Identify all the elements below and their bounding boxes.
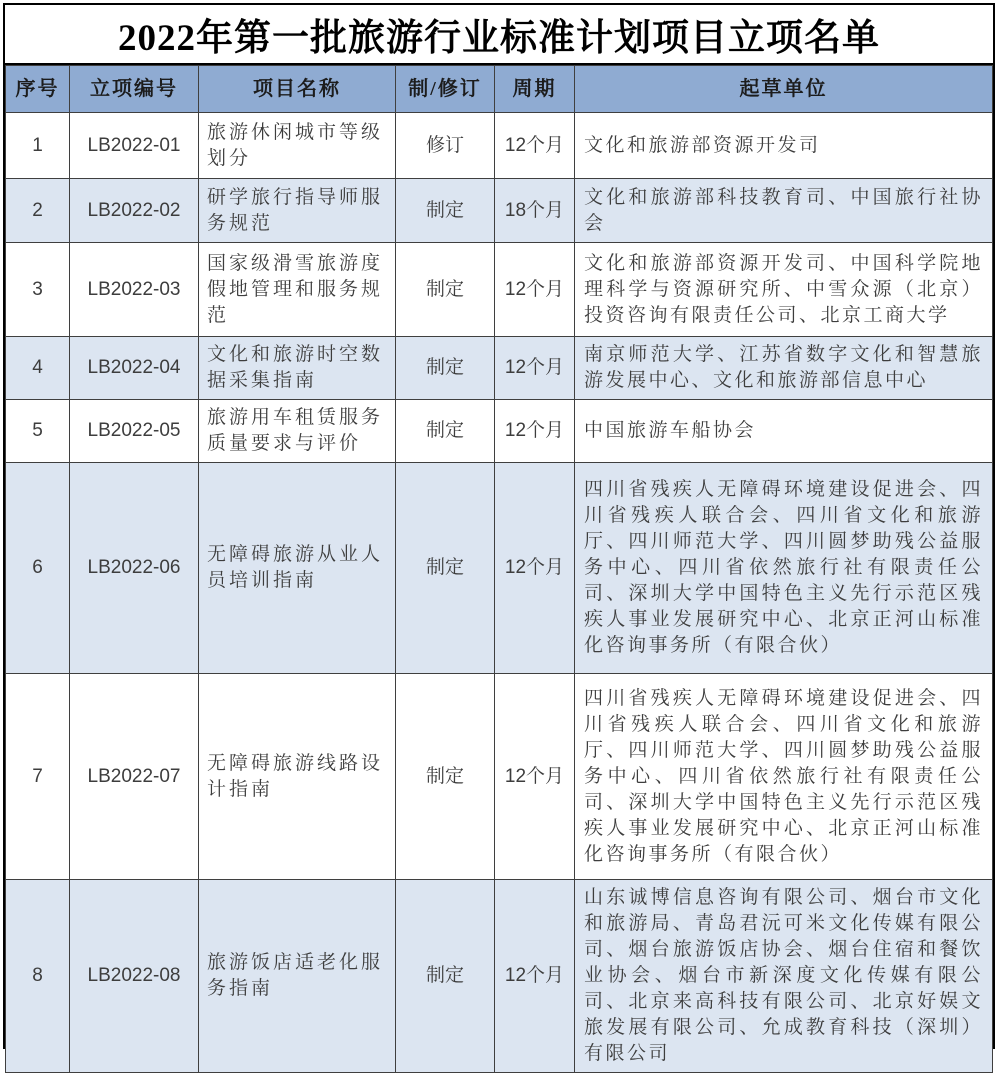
cell-drafting-units: 文化和旅游部资源开发司 [575,113,993,179]
cell-project-code: LB2022-05 [70,400,199,463]
table-row [6,463,993,674]
cell-drafting-units: 中国旅游车船协会 [575,400,993,463]
table-row [6,337,993,400]
cell-revision-type: 制定 [396,880,495,1073]
cell-project-name: 无障碍旅游线路设计指南 [199,674,396,880]
cell-project-code: LB2022-02 [70,179,199,243]
cell-period: 12个月 [495,337,575,400]
cell-project-name: 文化和旅游时空数据采集指南 [199,337,396,400]
cell-serial-number: 6 [6,463,70,674]
table-row [6,113,993,179]
cell-period: 12个月 [495,400,575,463]
cell-drafting-units: 四川省残疾人无障碍环境建设促进会、四川省残疾人联合会、四川省文化和旅游厅、四川师范大学、四川圆梦助残公益服务中心、四川省依然旅行社有限责任公司、深圳大学中国特色主义先行示范区残疾人事业发展研究中心、北京正河山标准化咨询事务所（有限合伙） [575,674,993,880]
cell-serial-number: 3 [6,243,70,337]
column-header-no: 序号 [6,66,70,113]
table-row [6,179,993,243]
cell-revision-type: 制定 [396,243,495,337]
document-sheet [3,3,995,1064]
cell-revision-type: 制定 [396,463,495,674]
column-header-period: 周期 [495,66,575,113]
cell-revision-type: 制定 [396,674,495,880]
cell-project-code: LB2022-04 [70,337,199,400]
table-row [6,880,993,1073]
column-header-units: 起草单位 [575,66,993,113]
cell-revision-type: 修订 [396,113,495,179]
cell-revision-type: 制定 [396,179,495,243]
cell-project-name: 无障碍旅游从业人员培训指南 [199,463,396,674]
cell-project-code: LB2022-06 [70,463,199,674]
cell-drafting-units: 四川省残疾人无障碍环境建设促进会、四川省残疾人联合会、四川省文化和旅游厅、四川师范大学、四川圆梦助残公益服务中心、四川省依然旅行社有限责任公司、深圳大学中国特色主义先行示范区残疾人事业发展研究中心、北京正河山标准化咨询事务所（有限合伙） [575,463,993,674]
cell-drafting-units: 山东诚博信息咨询有限公司、烟台市文化和旅游局、青岛君沅可米文化传媒有限公司、烟台旅游饭店协会、烟台住宿和餐饮业协会、烟台市新深度文化传媒有限公司、北京来高科技有限公司、北京好娱文旅发展有限公司、允成教育科技（深圳）有限公司 [575,880,993,1073]
column-header-code: 立项编号 [70,66,199,113]
cell-drafting-units: 文化和旅游部资源开发司、中国科学院地理科学与资源研究所、中雪众源（北京）投资咨询有限责任公司、北京工商大学 [575,243,993,337]
cell-drafting-units: 南京师范大学、江苏省数字文化和智慧旅游发展中心、文化和旅游部信息中心 [575,337,993,400]
table-row [6,243,993,337]
table-row [6,400,993,463]
projects-table [5,65,993,1073]
cell-project-name: 研学旅行指导师服务规范 [199,179,396,243]
cell-project-code: LB2022-07 [70,674,199,880]
cell-period: 12个月 [495,674,575,880]
cell-serial-number: 4 [6,337,70,400]
cell-project-code: LB2022-01 [70,113,199,179]
cell-project-name: 旅游饭店适老化服务指南 [199,880,396,1073]
cell-period: 12个月 [495,463,575,674]
cell-project-code: LB2022-08 [70,880,199,1073]
table-header-row [6,66,993,113]
page-title: 2022年第一批旅游行业标准计划项目立项名单 [118,18,880,59]
cell-serial-number: 8 [6,880,70,1073]
cell-drafting-units: 文化和旅游部科技教育司、中国旅行社协会 [575,179,993,243]
cell-period: 18个月 [495,179,575,243]
cell-project-code: LB2022-03 [70,243,199,337]
cell-revision-type: 制定 [396,400,495,463]
cell-period: 12个月 [495,113,575,179]
column-header-name: 项目名称 [199,66,396,113]
cell-serial-number: 5 [6,400,70,463]
cell-project-name: 国家级滑雪旅游度假地管理和服务规范 [199,243,396,337]
cell-project-name: 旅游休闲城市等级划分 [199,113,396,179]
cell-serial-number: 7 [6,674,70,880]
cell-period: 12个月 [495,880,575,1073]
cell-serial-number: 2 [6,179,70,243]
title-bar [5,5,993,65]
cell-project-name: 旅游用车租赁服务质量要求与评价 [199,400,396,463]
table-row [6,674,993,880]
cell-serial-number: 1 [6,113,70,179]
cell-revision-type: 制定 [396,337,495,400]
cell-period: 12个月 [495,243,575,337]
column-header-type: 制/修订 [396,66,495,113]
